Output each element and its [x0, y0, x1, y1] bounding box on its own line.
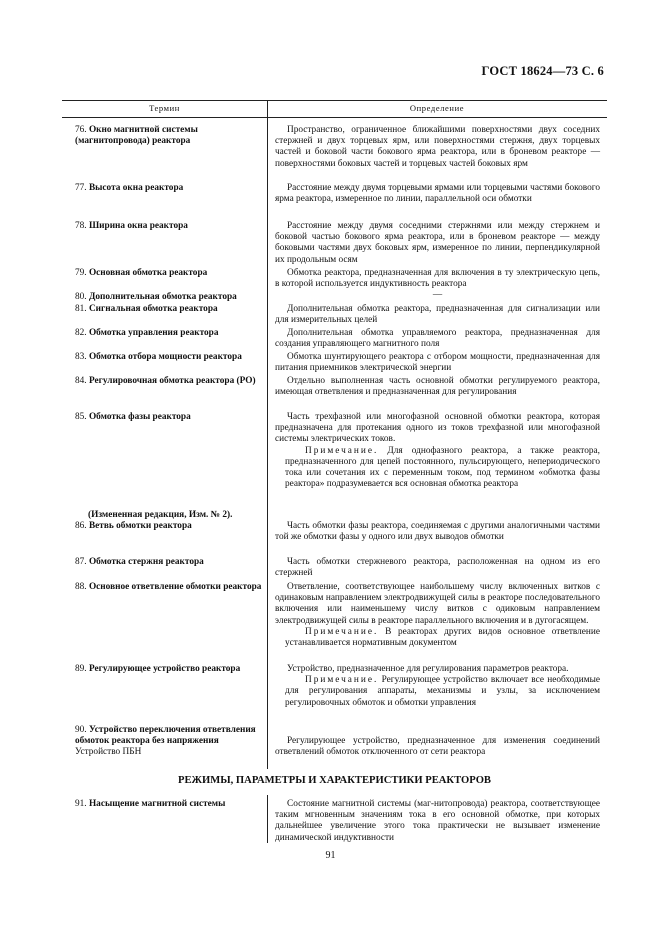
note-88: Примечание. В реакторах других видов основное ответвление устанавливается нормативным документом — [285, 626, 600, 649]
amendment-note: (Измененная редакция, Изм. № 2). — [88, 510, 233, 520]
definition-89: Устройство, предназначенное для регулирования параметров реактора. Примечание. Регулирующее устройство включает все необходимые для регулирования аппараты, механизмы и узлы, за исключением регулировочных обмоток и обмотки управления — [275, 664, 600, 709]
definition-83: Обмотка шунтирующего реактора с отбором мощности, предназначенная для питания приемников электрической энергии — [275, 352, 600, 374]
note-85: Примечание. Для однофазного реактора, а также реактора, предназначенного для цепей постоянного, пульсирующего, непериодического тока или сочетания их с переменным током, под термином «обмотка фазы реактора» подразумевается вся основная обмотка реактора — [285, 445, 600, 490]
definition-84: Отдельно выполненная часть основной обмотки регулируемого реактора, имеющая ответвления и предназначенная для регулирования — [275, 376, 600, 398]
definition-78: Расстояние между двумя соседними стержнями или между стержнем и боковой частью бокового ярма реактора, или в броневом реакторе — между боковыми частями двух боковых ярм, измеренное по линии, перпендикулярной их продольным осям — [275, 221, 600, 265]
definition-91: Состояние магнитной системы (маг-нитопровода) реактора, соответствующее таким мгновенным значениям тока в его основной обмотке, при которых дальнейшее увеличение этого тока практически не вызывает изменение динамической индуктивности — [275, 799, 600, 843]
term-77: 77. Высота окна реактора — [75, 183, 184, 193]
definition-90: Регулирующее устройство, предназначенное для изменения соединений ответвлений обмоток отключенного от сети реактора — [275, 736, 600, 758]
definition-79: Обмотка реактора, предназначенная для включения в ту электрическую цепь, в которой используется индуктивность реактора — [275, 268, 600, 290]
page-number: 91 — [325, 850, 336, 861]
term-80: 80. Дополнительная обмотка реактора — [75, 292, 237, 302]
table-header-divider — [267, 100, 268, 117]
term-89: 89. Регулирующее устройство реактора — [75, 664, 241, 674]
term-76: 76. Окно магнитной системы (магнитопровода) реактора — [75, 125, 198, 147]
definition-80: — — [432, 290, 443, 300]
term-88: 88. Основное ответвление обмотки реактора — [75, 582, 262, 592]
column-header-term: Термин — [149, 103, 180, 113]
table-top-rule — [62, 100, 607, 101]
term-81: 81. Сигнальная обмотка реактора — [75, 304, 218, 314]
term-82: 82. Обмотка управления реактора — [75, 328, 219, 338]
term-79: 79. Основная обмотка реактора — [75, 268, 208, 278]
document-header: ГОСТ 18624—73 С. 6 — [481, 64, 604, 78]
definition-77: Расстояние между двумя торцевыми ярмами или торцевыми частями бокового ярма реактора, измеренное по линии, параллельной оси обмотки — [275, 183, 600, 205]
term-85: 85. Обмотка фазы реактора — [75, 412, 191, 422]
term-90: 90. Устройство переключения ответвления обмоток реактора без напряжения Устройство ПБН — [75, 725, 256, 758]
column-header-definition: Определение — [409, 103, 465, 113]
term-86: 86. Ветвь обмотки реактора — [75, 521, 192, 531]
definition-86: Часть обмотки фазы реактора, соединяемая с другими аналогичными частями той же обмотки фазы у одного или двух выводов обмотки — [275, 521, 600, 543]
table-header — [62, 102, 607, 116]
term-83: 83. Обмотка отбора мощности реактора — [75, 352, 242, 362]
term-78: 78. Ширина окна реактора — [75, 221, 188, 231]
term-87: 87. Обмотка стержня реактора — [75, 557, 204, 567]
term-91: 91. Насыщение магнитной системы — [75, 799, 226, 809]
definition-81: Дополнительная обмотка реактора, предназначенная для сигнализации или для измерительных целей — [275, 304, 600, 326]
definition-85: Часть трехфазной или многофазной основной обмотки реактора, которая предназначена для протекания одного из токов трехфазной или многофазной системы электрических токов. Примечание. Для однофазного реактора, а также реактора, предназначенного для цепей постоянного, пульсирующего, непериодического тока или сочетания их с переменным током, под термином «обмотка фазы реактора» подразумевается вся основная обмотка реактора — [275, 412, 600, 490]
definition-87: Часть обмотки стержневого реактора, расположенная на одном из его стержней — [275, 557, 600, 579]
table-column-divider — [267, 117, 268, 769]
section-column-divider — [267, 795, 268, 843]
section-title: РЕЖИМЫ, ПАРАМЕТРЫ И ХАРАКТЕРИСТИКИ РЕАКТОРОВ — [177, 775, 492, 786]
term-84: 84. Регулировочная обмотка реактора (РО) — [75, 376, 256, 386]
note-89: Примечание. Регулирующее устройство включает все необходимые для регулирования аппараты, механизмы и узлы, за исключением регулировочных обмоток и обмотки управления — [285, 675, 600, 708]
definition-88: Ответвление, соответствующее наибольшему числу включенных витков с одинаковым направлением электродвижущей силы в реакторе последовательного включения или наименьшему числу витков с одиковым направлением электродвижущей силы в реакторе параллельного включения и в дугогасящем. Примечание. В реакторах других видов основное ответвление устанавливается нормативным документом — [275, 582, 600, 649]
definition-76: Пространство, ограниченное ближайшими поверхностями двух соседних стержней и двух торцевых ярм, или поверхностями стержня, двух торцевых частей и боковой части бокового ярма реактора, или в броневом реакторе — поверхностями боковых частей и торцевых частей боковых ярм — [275, 125, 600, 169]
definition-82: Дополнительная обмотка управляемого реактора, предназначенная для создания управляющего магнитного поля — [275, 328, 600, 350]
table-header-rule — [62, 117, 607, 118]
